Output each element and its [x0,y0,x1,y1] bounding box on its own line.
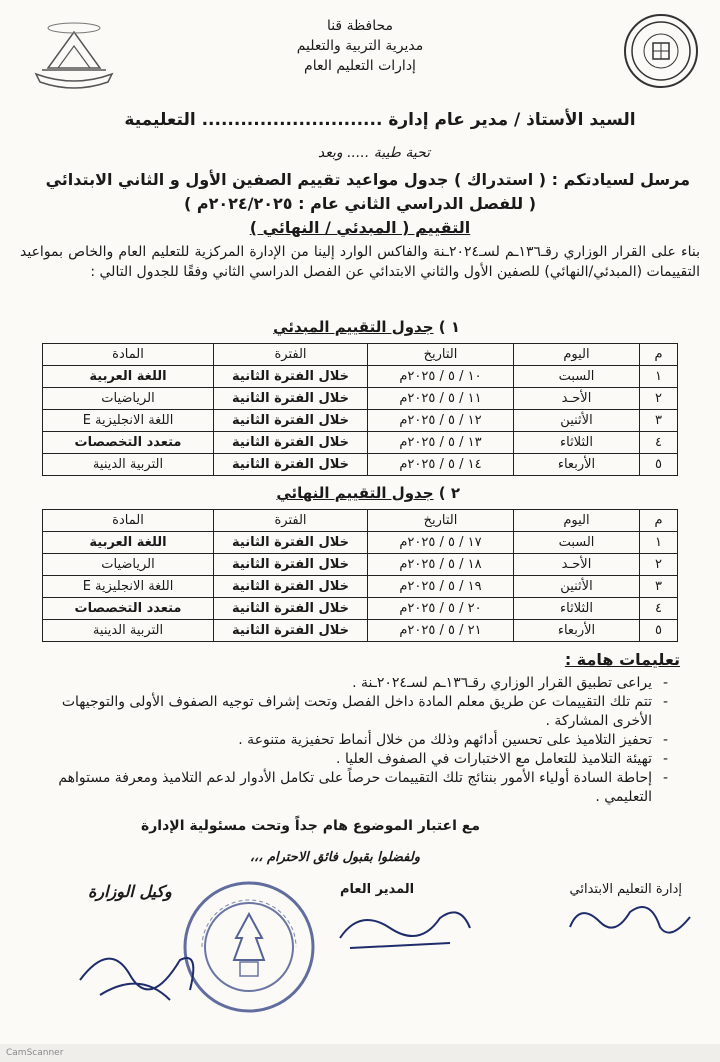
note-text: يراعى تطبيق القرار الوزاري رقـ١٣٦ـم لسـ٢٠٢٤ـنة . [352,675,652,691]
cell-day: الأحـد [514,388,640,410]
signature-primary: إدارة التعليم الابتدائي [569,882,682,897]
cell-period: خلال الفترة الثانية [214,576,368,598]
col-date: التاريخ [368,510,514,532]
director-signature-scribble-icon [330,898,480,958]
directorate-logo-icon [28,18,120,90]
deputy-signature-scribble-icon [70,920,210,1010]
cell-date: ١٢ / ٥ / ٢٠٢٥م [368,410,514,432]
table-header-row [43,344,678,366]
greeting: تحية طيبة ..... وبعد [317,145,430,161]
cell-period: خلال الفترة الثانية [214,598,368,620]
list-item: - إحاطة السادة أولياء الأمور بنتائج تلك التقييمات حرصاً على تكامل الأدوار لدعم التلاميذ ومعرفة مستواهم التعليمي . [28,769,668,807]
cell-period: خلال الفترة الثانية [214,454,368,476]
signature-director: المدير العام [340,882,415,897]
subject [30,168,690,240]
table-header-row [43,510,678,532]
cell-m: ٥ [640,454,678,476]
cell-day: الثلاثاء [514,432,640,454]
list-item: - تحفيز التلاميذ على تحسين أدائهم وذلك من خلال أنماط تحفيزية متنوعة . [238,732,668,748]
cell-subject: الرياضيات [43,388,214,410]
table2-title-number: ٢ ) [438,484,460,502]
notes-title: تعليمات هامة : [564,650,680,669]
col-subject: المادة [43,344,214,366]
note-text: تحفيز التلاميذ على تحسين أدائهم وذلك من خلال أنماط تحفيزية متنوعة . [238,732,652,748]
table-row [43,554,678,576]
final-assessment-table [42,509,678,642]
cell-date: ١٤ / ٥ / ٢٠٢٥م [368,454,514,476]
col-day: اليوم [514,344,640,366]
cell-day: الأربعاء [514,620,640,642]
cell-subject: الرياضيات [43,554,214,576]
table1-title-number: ١ ) [438,318,460,336]
cell-period: خلال الفترة الثانية [214,366,368,388]
table1-title [273,318,460,336]
cell-period: خلال الفترة الثانية [214,532,368,554]
cell-m: ٥ [640,620,678,642]
note-text: إحاطة السادة أولياء الأمور بنتائج تلك التقييمات حرصاً على تكامل الأدوار لدعم التلاميذ ومعرفة مستواهم التعليمي . [58,770,652,805]
signature-deputy: وكيل الوزارة [88,882,172,901]
subject-line-2: ( للفصل الدراسي الثاني عام : ٢٠٢٤/٢٠٢٥م ) [183,194,537,213]
cell-day: الأثنين [514,576,640,598]
table-row [43,532,678,554]
cell-date: ١٧ / ٥ / ٢٠٢٥م [368,532,514,554]
addressee: السيد الأستاذ / مدير عام إدارة ............................ التعليمية [124,110,636,130]
cell-period: خلال الفترة الثانية [214,620,368,642]
cell-m: ٤ [640,432,678,454]
cell-m: ١ [640,366,678,388]
scanner-watermark: CamScanner [0,1044,720,1062]
cell-date: ٢٠ / ٥ / ٢٠٢٥م [368,598,514,620]
cell-m: ٢ [640,554,678,576]
cell-date: ١٨ / ٥ / ٢٠٢٥م [368,554,514,576]
list-item: - يراعى تطبيق القرار الوزاري رقـ١٣٦ـم لسـ٢٠٢٤ـنة . [352,675,668,691]
initial-assessment-table [42,343,678,476]
col-m: م [640,344,678,366]
primary-signature-scribble-icon [560,892,700,952]
cell-m: ٢ [640,388,678,410]
cell-subject: التربية الدينية [43,454,214,476]
subject-line-3: التقييم ( المبدئي / النهائي ) [249,218,471,237]
cell-day: السبت [514,366,640,388]
cell-subject: اللغة الانجليزية E [43,410,214,432]
col-subject: المادة [43,510,214,532]
cell-m: ٣ [640,576,678,598]
table-row [43,454,678,476]
cell-subject: متعدد التخصصات [43,432,214,454]
col-m: م [640,510,678,532]
header-org [250,16,470,76]
cell-date: ١٩ / ٥ / ٢٠٢٥م [368,576,514,598]
cell-m: ٤ [640,598,678,620]
cell-period: خلال الفترة الثانية [214,410,368,432]
cell-subject: التربية الدينية [43,620,214,642]
ministry-logo-icon [624,14,698,88]
table-row [43,366,678,388]
cell-subject: اللغة الانجليزية E [43,576,214,598]
cell-subject: متعدد التخصصات [43,598,214,620]
col-period: الفترة [214,344,368,366]
cell-date: ١٣ / ٥ / ٢٠٢٥م [368,432,514,454]
table-row [43,598,678,620]
cell-period: خلال الفترة الثانية [214,432,368,454]
closing-line-1: مع اعتبار الموضوع هام جداً وتحت مسئولية الإدارة [140,818,480,834]
cell-period: خلال الفترة الثانية [214,554,368,576]
cell-subject: اللغة العربية [43,366,214,388]
note-text: تتم تلك التقييمات عن طريق معلم المادة داخل الفصل وتحت إشراف توجيه الصفوف الأولى والتوجيهات الأخرى المشاركة . [61,694,652,729]
cell-day: الثلاثاء [514,598,640,620]
closing-line-2: ولفضلوا بقبول فائق الاحترام ،،، [249,850,420,865]
col-day: اليوم [514,510,640,532]
cell-day: الأربعاء [514,454,640,476]
notes-list [28,674,668,807]
governorate-name: محافظة قنا [326,18,394,34]
table-row [43,576,678,598]
list-item: - تتم تلك التقييمات عن طريق معلم المادة داخل الفصل وتحت إشراف توجيه الصفوف الأولى والتوجيهات الأخرى المشاركة . [28,693,668,731]
cell-day: السبت [514,532,640,554]
cell-day: الأثنين [514,410,640,432]
cell-day: الأحـد [514,554,640,576]
list-item: - تهيئة التلاميذ للتعامل مع الاختبارات في الصفوف العليا . [336,751,668,767]
cell-period: خلال الفترة الثانية [214,388,368,410]
table-row [43,432,678,454]
cell-date: ١١ / ٥ / ٢٠٢٥م [368,388,514,410]
administration-name: إدارات التعليم العام [304,58,416,74]
table-row [43,410,678,432]
cell-subject: اللغة العربية [43,532,214,554]
col-period: الفترة [214,510,368,532]
subject-line-1: مرسل لسيادتكم : ( استدراك ) جدول مواعيد تقييم الصفين الأول و الثاني الابتدائي [45,170,690,189]
directorate-name: مديرية التربية والتعليم [296,38,424,54]
table2-title [276,484,460,502]
table-row [43,620,678,642]
cell-date: ٢١ / ٥ / ٢٠٢٥م [368,620,514,642]
note-text: تهيئة التلاميذ للتعامل مع الاختبارات في الصفوف العليا . [336,751,652,767]
table-row [43,388,678,410]
cell-m: ١ [640,532,678,554]
cell-m: ٣ [640,410,678,432]
table2-title-text: جدول التقييم النهائي [276,484,434,502]
intro-paragraph: بناء على القرار الوزاري رقـ١٣٦ـم لسـ٢٠٢٤ـنة والفاكس الوارد إلينا من الإدارة المركزية للتعليم العام والخاص بمواعيد التقييمات (المبدئي/النهائي) للصفين الأول والثاني الابتدائي عن الفصل الدراسي الثاني وفقًا للجدول التالي : [20,244,700,280]
col-date: التاريخ [368,344,514,366]
cell-date: ١٠ / ٥ / ٢٠٢٥م [368,366,514,388]
table1-title-text: جدول التقييم المبدئي [273,318,434,336]
